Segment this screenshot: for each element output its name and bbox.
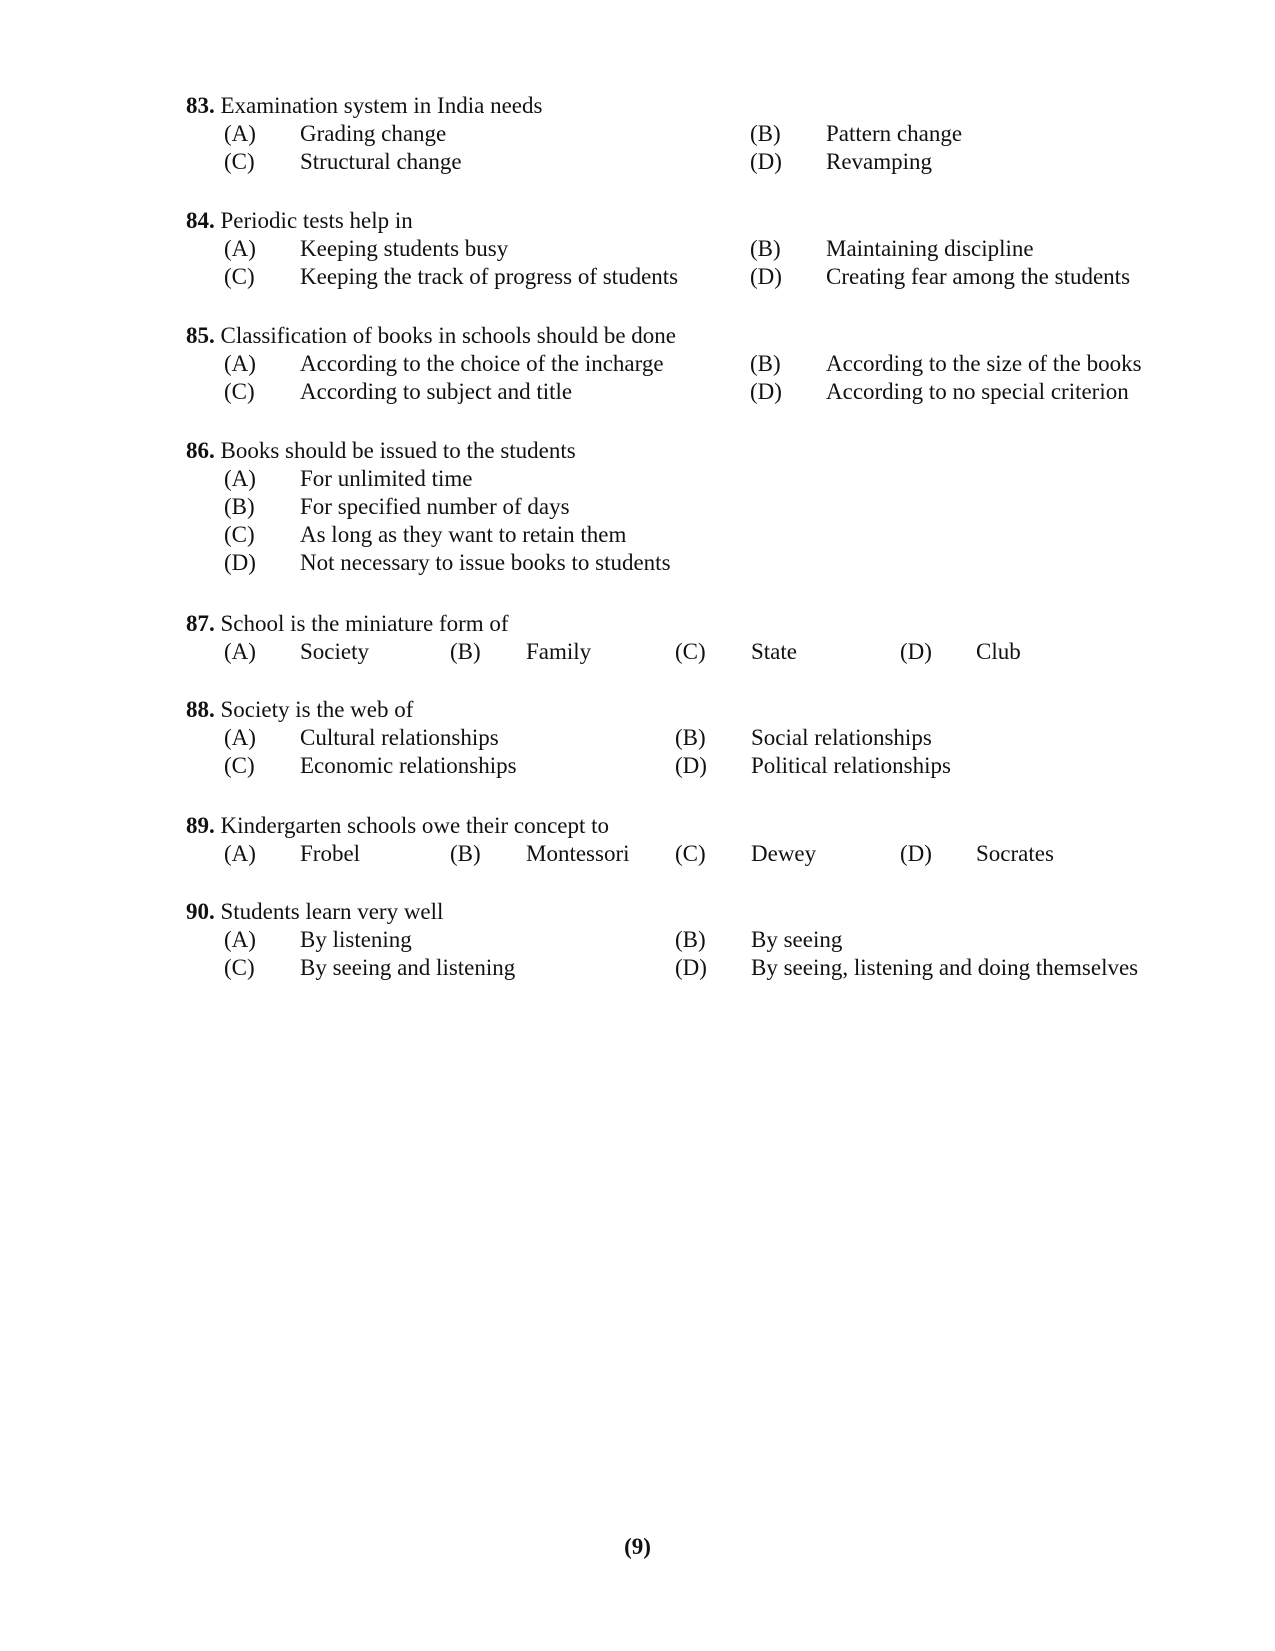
option-c-label: (C) (224, 264, 255, 289)
question-stem (186, 439, 1196, 467)
option-d-text: Club (976, 639, 1021, 664)
option-c-text: Structural change (300, 149, 462, 174)
option-d-label: (D) (675, 753, 707, 778)
option-c-text: Dewey (751, 841, 817, 866)
question-85 (186, 324, 1196, 408)
option-c-label: (C) (675, 841, 706, 866)
question-number: 83. (186, 93, 215, 118)
question-text: Students learn very well (220, 899, 444, 924)
option-c-text: State (751, 639, 797, 664)
question-stem (186, 209, 1196, 237)
option-b-text: Maintaining discipline (826, 236, 1034, 261)
question-text: Examination system in India needs (220, 93, 543, 118)
option-a-text: For unlimited time (300, 466, 473, 491)
option-c-text: Economic relationships (300, 753, 517, 778)
option-b-text: Family (526, 639, 592, 664)
option-d-label: (D) (900, 841, 932, 866)
option-a-text: Keeping students busy (300, 236, 509, 261)
question-89 (186, 814, 1196, 870)
option-a-label: (A) (224, 351, 256, 376)
option-b-text: By seeing (751, 927, 843, 952)
question-84 (186, 209, 1196, 293)
option-c-label: (C) (675, 639, 706, 664)
question-stem (186, 324, 1196, 352)
option-b-label: (B) (675, 725, 706, 750)
option-d-text: Creating fear among the students (826, 264, 1131, 289)
question-number: 86. (186, 438, 215, 463)
option-d-text: Political relationships (751, 753, 951, 778)
option-c-label: (C) (224, 753, 255, 778)
option-d-label: (D) (224, 550, 256, 575)
question-90 (186, 900, 1196, 984)
option-b-label: (B) (675, 927, 706, 952)
question-stem (186, 94, 1196, 122)
option-b-label: (B) (750, 351, 781, 376)
question-87 (186, 612, 1196, 668)
option-a-label: (A) (224, 639, 256, 664)
option-a-text: Frobel (300, 841, 361, 866)
option-c-label: (C) (224, 149, 255, 174)
option-d-label: (D) (750, 379, 782, 404)
question-83 (186, 94, 1196, 178)
question-88 (186, 698, 1196, 782)
option-a-label: (A) (224, 927, 256, 952)
option-a-text: By listening (300, 927, 412, 952)
question-stem (186, 814, 1196, 842)
option-b-text: Social relationships (751, 725, 932, 750)
question-number: 87. (186, 611, 215, 636)
option-b-text: Pattern change (826, 121, 963, 146)
option-b-text: Montessori (526, 841, 630, 866)
option-c-text: By seeing and listening (300, 955, 516, 980)
question-text: Society is the web of (220, 697, 414, 722)
option-b-label: (B) (750, 236, 781, 261)
option-d-text: By seeing, listening and doing themselves (751, 955, 1139, 980)
option-a-label: (A) (224, 841, 256, 866)
option-d-text: Revamping (826, 149, 933, 174)
question-stem (186, 900, 1196, 928)
option-b-label: (B) (450, 841, 481, 866)
option-a-text: Society (300, 639, 369, 664)
option-b-text: For specified number of days (300, 494, 570, 519)
option-d-text: Not necessary to issue books to students (300, 550, 671, 575)
question-number: 85. (186, 323, 215, 348)
option-b-label: (B) (750, 121, 781, 146)
question-text: School is the miniature form of (220, 611, 509, 636)
option-b-label: (B) (450, 639, 481, 664)
option-a-label: (A) (224, 121, 256, 146)
option-a-label: (A) (224, 466, 256, 491)
option-d-text: According to no special criterion (826, 379, 1129, 404)
option-d-text: Socrates (976, 841, 1054, 866)
option-c-label: (C) (224, 379, 255, 404)
option-a-text: According to the choice of the incharge (300, 351, 664, 376)
question-stem (186, 698, 1196, 726)
option-b-text: According to the size of the books (826, 351, 1142, 376)
option-c-text: According to subject and title (300, 379, 573, 404)
page-number: (9) (624, 1534, 651, 1559)
option-d-label: (D) (675, 955, 707, 980)
question-number: 84. (186, 208, 215, 233)
option-d-label: (D) (900, 639, 932, 664)
option-d-label: (D) (750, 264, 782, 289)
question-text: Periodic tests help in (220, 208, 413, 233)
question-number: 90. (186, 899, 215, 924)
option-a-label: (A) (224, 236, 256, 261)
option-a-text: Cultural relationships (300, 725, 499, 750)
question-text: Classification of books in schools should be done (220, 323, 676, 348)
option-c-label: (C) (224, 522, 255, 547)
question-text: Books should be issued to the students (220, 438, 576, 463)
option-c-text: Keeping the track of progress of students (300, 264, 679, 289)
question-number: 89. (186, 813, 215, 838)
option-c-label: (C) (224, 955, 255, 980)
option-d-label: (D) (750, 149, 782, 174)
option-a-label: (A) (224, 725, 256, 750)
question-text: Kindergarten schools owe their concept to (220, 813, 610, 838)
option-c-text: As long as they want to retain them (300, 522, 627, 547)
question-stem (186, 612, 1196, 640)
question-86 (186, 439, 1196, 579)
question-number: 88. (186, 697, 215, 722)
option-a-text: Grading change (300, 121, 447, 146)
option-b-label: (B) (224, 494, 255, 519)
